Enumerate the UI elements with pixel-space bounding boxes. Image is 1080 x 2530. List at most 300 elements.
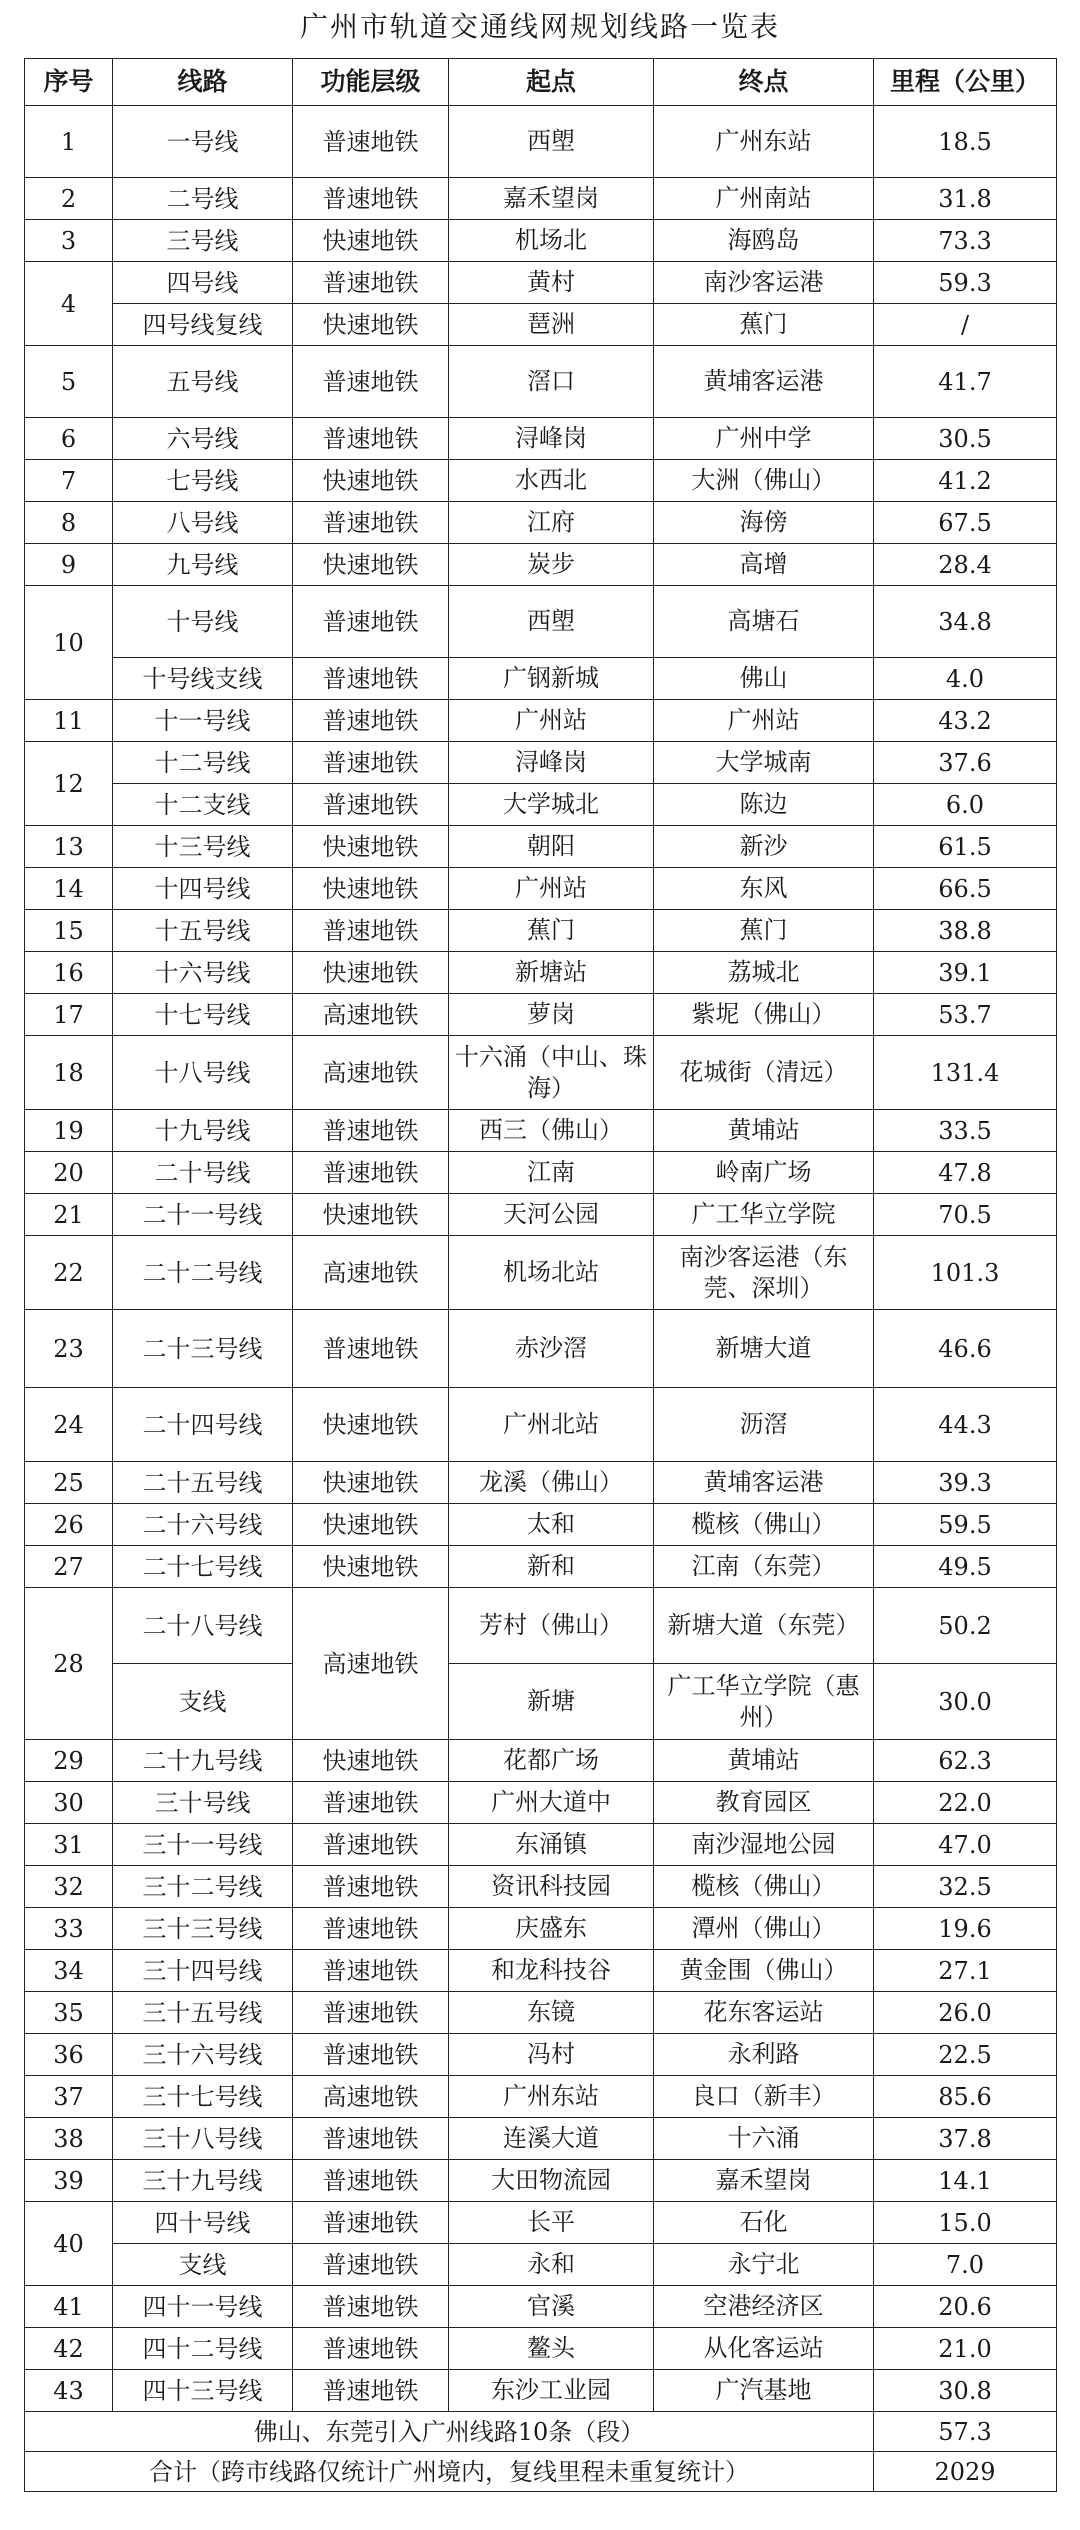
mileage: 62.3 — [874, 1740, 1057, 1782]
header-no: 序号 — [25, 59, 113, 106]
end-station: 永宁北 — [654, 2244, 874, 2286]
end-station: 海鸥岛 — [654, 220, 874, 262]
mileage: 41.2 — [874, 460, 1057, 502]
table-row — [25, 784, 1057, 826]
header-line: 线路 — [113, 59, 293, 106]
mileage: 39.1 — [874, 952, 1057, 994]
function-level: 普速地铁 — [293, 910, 449, 952]
start-station: 蕉门 — [449, 910, 654, 952]
function-level: 普速地铁 — [293, 106, 449, 178]
end-station: 良口（新丰） — [654, 2076, 874, 2118]
function-level: 快速地铁 — [293, 1546, 449, 1588]
row-number: 1 — [25, 106, 113, 178]
table-row — [25, 1950, 1057, 1992]
mileage: 21.0 — [874, 2328, 1057, 2370]
function-level: 普速地铁 — [293, 742, 449, 784]
function-level: 普速地铁 — [293, 1866, 449, 1908]
row-number: 23 — [25, 1310, 113, 1388]
function-level: 快速地铁 — [293, 868, 449, 910]
end-station: 南沙客运港（东莞、深圳） — [654, 1236, 874, 1310]
start-station: 机场北站 — [449, 1236, 654, 1310]
table-row — [25, 2160, 1057, 2202]
row-number: 22 — [25, 1236, 113, 1310]
mileage: 22.0 — [874, 1782, 1057, 1824]
start-station: 花都广场 — [449, 1740, 654, 1782]
start-station: 东镜 — [449, 1992, 654, 2034]
header-end: 终点 — [654, 59, 874, 106]
function-level: 快速地铁 — [293, 826, 449, 868]
mileage: 39.3 — [874, 1462, 1057, 1504]
row-number: 13 — [25, 826, 113, 868]
start-station: 炭步 — [449, 544, 654, 586]
row-number: 26 — [25, 1504, 113, 1546]
start-station: 浔峰岗 — [449, 418, 654, 460]
mileage: / — [874, 304, 1057, 346]
table-title: 广州市轨道交通线网规划线路一览表 — [299, 10, 780, 43]
table-row — [25, 1588, 1057, 1664]
mileage: 131.4 — [874, 1036, 1057, 1110]
row-number: 8 — [25, 502, 113, 544]
start-station: 西塱 — [449, 586, 654, 658]
row-number: 30 — [25, 1782, 113, 1824]
table-row — [25, 994, 1057, 1036]
end-station: 教育园区 — [654, 1782, 874, 1824]
line-name: 二十四号线 — [113, 1388, 293, 1462]
end-station: 黄埔客运港 — [654, 1462, 874, 1504]
start-station: 萝岗 — [449, 994, 654, 1036]
line-name: 十九号线 — [113, 1110, 293, 1152]
end-station: 空港经济区 — [654, 2286, 874, 2328]
function-level: 普速地铁 — [293, 262, 449, 304]
table-row — [25, 2286, 1057, 2328]
line-name: 十号线支线 — [113, 658, 293, 700]
mileage: 15.0 — [874, 2202, 1057, 2244]
row-number: 36 — [25, 2034, 113, 2076]
mileage: 30.8 — [874, 2370, 1057, 2412]
mileage: 28.4 — [874, 544, 1057, 586]
function-level: 快速地铁 — [293, 952, 449, 994]
line-name: 四十二号线 — [113, 2328, 293, 2370]
table-row — [25, 2202, 1057, 2244]
mileage: 19.6 — [874, 1908, 1057, 1950]
row-number: 41 — [25, 2286, 113, 2328]
line-name: 四号线复线 — [113, 304, 293, 346]
line-name: 五号线 — [113, 346, 293, 418]
mileage: 14.1 — [874, 2160, 1057, 2202]
row-number: 10 — [25, 586, 113, 700]
function-level: 快速地铁 — [293, 460, 449, 502]
mileage: 22.5 — [874, 2034, 1057, 2076]
mileage: 49.5 — [874, 1546, 1057, 1588]
function-level: 普速地铁 — [293, 1824, 449, 1866]
function-level: 快速地铁 — [293, 220, 449, 262]
function-level: 快速地铁 — [293, 1462, 449, 1504]
mileage: 32.5 — [874, 1866, 1057, 1908]
table-row — [25, 304, 1057, 346]
mileage: 66.5 — [874, 868, 1057, 910]
start-station: 冯村 — [449, 2034, 654, 2076]
end-station: 广工华立学院 — [654, 1194, 874, 1236]
line-name: 三十四号线 — [113, 1950, 293, 1992]
line-name: 三十七号线 — [113, 2076, 293, 2118]
line-name: 二十六号线 — [113, 1504, 293, 1546]
function-level: 高速地铁 — [293, 1588, 449, 1740]
function-level: 普速地铁 — [293, 1310, 449, 1388]
end-station: 佛山 — [654, 658, 874, 700]
line-name: 二十九号线 — [113, 1740, 293, 1782]
start-station: 滘口 — [449, 346, 654, 418]
table-body — [25, 106, 1057, 2492]
row-number: 15 — [25, 910, 113, 952]
function-level: 普速地铁 — [293, 2328, 449, 2370]
end-station: 十六涌 — [654, 2118, 874, 2160]
mileage: 26.0 — [874, 1992, 1057, 2034]
start-station: 鳌头 — [449, 2328, 654, 2370]
end-station: 蕉门 — [654, 910, 874, 952]
start-station: 长平 — [449, 2202, 654, 2244]
line-name: 十三号线 — [113, 826, 293, 868]
row-number: 35 — [25, 1992, 113, 2034]
end-station: 广州南站 — [654, 178, 874, 220]
row-number: 29 — [25, 1740, 113, 1782]
line-name: 三十六号线 — [113, 2034, 293, 2076]
end-station: 花东客运站 — [654, 1992, 874, 2034]
line-name: 十四号线 — [113, 868, 293, 910]
line-name: 三十号线 — [113, 1782, 293, 1824]
start-station: 大学城北 — [449, 784, 654, 826]
row-number: 33 — [25, 1908, 113, 1950]
line-name: 十八号线 — [113, 1036, 293, 1110]
table-row — [25, 544, 1057, 586]
mileage: 34.8 — [874, 586, 1057, 658]
mileage: 7.0 — [874, 2244, 1057, 2286]
function-level: 普速地铁 — [293, 502, 449, 544]
start-station: 和龙科技谷 — [449, 1950, 654, 1992]
end-station: 蕉门 — [654, 304, 874, 346]
start-station: 天河公园 — [449, 1194, 654, 1236]
end-station: 高塘石 — [654, 586, 874, 658]
metro-lines-table — [24, 58, 1057, 2492]
start-station: 琶洲 — [449, 304, 654, 346]
start-station: 官溪 — [449, 2286, 654, 2328]
function-level: 快速地铁 — [293, 1388, 449, 1462]
end-station: 南沙客运港 — [654, 262, 874, 304]
row-number: 2 — [25, 178, 113, 220]
table-row — [25, 1782, 1057, 1824]
function-level: 普速地铁 — [293, 586, 449, 658]
table-row — [25, 952, 1057, 994]
end-station: 广工华立学院（惠州） — [654, 1664, 874, 1740]
line-name: 三十三号线 — [113, 1908, 293, 1950]
table-row — [25, 1236, 1057, 1310]
line-name: 一号线 — [113, 106, 293, 178]
header-level: 功能层级 — [293, 59, 449, 106]
function-level: 高速地铁 — [293, 1036, 449, 1110]
end-station: 广州东站 — [654, 106, 874, 178]
mileage: 85.6 — [874, 2076, 1057, 2118]
mileage: 59.3 — [874, 262, 1057, 304]
line-name: 十二支线 — [113, 784, 293, 826]
function-level: 快速地铁 — [293, 304, 449, 346]
row-number: 3 — [25, 220, 113, 262]
row-number: 9 — [25, 544, 113, 586]
end-station: 沥滘 — [654, 1388, 874, 1462]
start-station: 广州大道中 — [449, 1782, 654, 1824]
start-station: 江南 — [449, 1152, 654, 1194]
mileage: 61.5 — [874, 826, 1057, 868]
row-number: 43 — [25, 2370, 113, 2412]
table-row — [25, 1036, 1057, 1110]
start-station: 龙溪（佛山） — [449, 1462, 654, 1504]
start-station: 大田物流园 — [449, 2160, 654, 2202]
line-name: 二十八号线 — [113, 1588, 293, 1664]
header-km: 里程（公里） — [874, 59, 1057, 106]
header-row — [25, 59, 1057, 106]
end-station: 嘉禾望岗 — [654, 2160, 874, 2202]
function-level: 快速地铁 — [293, 1194, 449, 1236]
line-name: 十二号线 — [113, 742, 293, 784]
table-row — [25, 1908, 1057, 1950]
table-row — [25, 2118, 1057, 2160]
start-station: 朝阳 — [449, 826, 654, 868]
end-station: 大学城南 — [654, 742, 874, 784]
start-station: 西三（佛山） — [449, 1110, 654, 1152]
start-station: 广州北站 — [449, 1388, 654, 1462]
end-station: 榄核（佛山） — [654, 1504, 874, 1546]
table-row — [25, 2034, 1057, 2076]
row-number: 5 — [25, 346, 113, 418]
end-station: 高增 — [654, 544, 874, 586]
end-station: 大洲（佛山） — [654, 460, 874, 502]
table-row — [25, 1504, 1057, 1546]
table-row — [25, 1992, 1057, 2034]
start-station: 黄村 — [449, 262, 654, 304]
footer-row — [25, 2412, 1057, 2452]
table-row — [25, 1462, 1057, 1504]
function-level: 普速地铁 — [293, 1908, 449, 1950]
end-station: 岭南广场 — [654, 1152, 874, 1194]
mileage: 47.8 — [874, 1152, 1057, 1194]
row-number: 34 — [25, 1950, 113, 1992]
table-row — [25, 1664, 1057, 1740]
mileage: 30.0 — [874, 1664, 1057, 1740]
end-station: 陈边 — [654, 784, 874, 826]
start-station: 赤沙滘 — [449, 1310, 654, 1388]
end-station: 江南（东莞） — [654, 1546, 874, 1588]
line-name: 四号线 — [113, 262, 293, 304]
table-row — [25, 1546, 1057, 1588]
function-level: 高速地铁 — [293, 1236, 449, 1310]
mileage: 38.8 — [874, 910, 1057, 952]
footer-row — [25, 2452, 1057, 2492]
line-name: 三十八号线 — [113, 2118, 293, 2160]
row-number: 37 — [25, 2076, 113, 2118]
table-row — [25, 2076, 1057, 2118]
end-station: 海傍 — [654, 502, 874, 544]
row-number: 6 — [25, 418, 113, 460]
line-name: 二号线 — [113, 178, 293, 220]
mileage: 44.3 — [874, 1388, 1057, 1462]
end-station: 榄核（佛山） — [654, 1866, 874, 1908]
line-name: 二十号线 — [113, 1152, 293, 1194]
row-number: 31 — [25, 1824, 113, 1866]
line-name: 十七号线 — [113, 994, 293, 1036]
function-level: 普速地铁 — [293, 2370, 449, 2412]
row-number: 16 — [25, 952, 113, 994]
table-row — [25, 1740, 1057, 1782]
end-station: 从化客运站 — [654, 2328, 874, 2370]
start-station: 十六涌（中山、珠海） — [449, 1036, 654, 1110]
function-level: 快速地铁 — [293, 1740, 449, 1782]
end-station: 黄金围（佛山） — [654, 1950, 874, 1992]
row-number: 42 — [25, 2328, 113, 2370]
row-number: 25 — [25, 1462, 113, 1504]
footer-mileage: 57.3 — [874, 2412, 1057, 2452]
function-level: 普速地铁 — [293, 346, 449, 418]
table-row — [25, 460, 1057, 502]
start-station: 芳村（佛山） — [449, 1588, 654, 1664]
mileage: 53.7 — [874, 994, 1057, 1036]
line-name: 十号线 — [113, 586, 293, 658]
mileage: 67.5 — [874, 502, 1057, 544]
mileage: 37.6 — [874, 742, 1057, 784]
function-level: 普速地铁 — [293, 178, 449, 220]
table-row — [25, 1152, 1057, 1194]
end-station: 荔城北 — [654, 952, 874, 994]
table-row — [25, 658, 1057, 700]
mileage: 41.7 — [874, 346, 1057, 418]
row-number: 14 — [25, 868, 113, 910]
function-level: 普速地铁 — [293, 1110, 449, 1152]
mileage: 59.5 — [874, 1504, 1057, 1546]
function-level: 普速地铁 — [293, 784, 449, 826]
line-name: 支线 — [113, 2244, 293, 2286]
function-level: 普速地铁 — [293, 700, 449, 742]
function-level: 普速地铁 — [293, 1152, 449, 1194]
mileage: 70.5 — [874, 1194, 1057, 1236]
function-level: 普速地铁 — [293, 2160, 449, 2202]
table-row — [25, 2370, 1057, 2412]
function-level: 普速地铁 — [293, 2118, 449, 2160]
line-name: 三十一号线 — [113, 1824, 293, 1866]
mileage: 101.3 — [874, 1236, 1057, 1310]
line-name: 四十号线 — [113, 2202, 293, 2244]
table-row — [25, 178, 1057, 220]
mileage: 73.3 — [874, 220, 1057, 262]
row-number: 38 — [25, 2118, 113, 2160]
start-station: 庆盛东 — [449, 1908, 654, 1950]
mileage: 33.5 — [874, 1110, 1057, 1152]
table-row — [25, 502, 1057, 544]
start-station: 新塘 — [449, 1664, 654, 1740]
start-station: 资讯科技园 — [449, 1866, 654, 1908]
row-number: 32 — [25, 1866, 113, 1908]
start-station: 广钢新城 — [449, 658, 654, 700]
start-station: 新塘站 — [449, 952, 654, 994]
table-row — [25, 1824, 1057, 1866]
table-row — [25, 1194, 1057, 1236]
line-name: 六号线 — [113, 418, 293, 460]
line-name: 三十二号线 — [113, 1866, 293, 1908]
line-name: 七号线 — [113, 460, 293, 502]
line-name: 二十二号线 — [113, 1236, 293, 1310]
mileage: 20.6 — [874, 2286, 1057, 2328]
line-name: 二十三号线 — [113, 1310, 293, 1388]
end-station: 广州站 — [654, 700, 874, 742]
start-station: 东涌镇 — [449, 1824, 654, 1866]
line-name: 四十一号线 — [113, 2286, 293, 2328]
line-name: 二十五号线 — [113, 1462, 293, 1504]
end-station: 东风 — [654, 868, 874, 910]
end-station: 花城街（清远） — [654, 1036, 874, 1110]
mileage: 18.5 — [874, 106, 1057, 178]
start-station: 广州站 — [449, 868, 654, 910]
end-station: 南沙湿地公园 — [654, 1824, 874, 1866]
table-row — [25, 106, 1057, 178]
table-row — [25, 586, 1057, 658]
row-number: 11 — [25, 700, 113, 742]
row-number: 12 — [25, 742, 113, 826]
mileage: 37.8 — [874, 2118, 1057, 2160]
start-station: 太和 — [449, 1504, 654, 1546]
start-station: 广州东站 — [449, 2076, 654, 2118]
start-station: 连溪大道 — [449, 2118, 654, 2160]
mileage: 30.5 — [874, 418, 1057, 460]
start-station: 西塱 — [449, 106, 654, 178]
table-row — [25, 2328, 1057, 2370]
end-station: 新沙 — [654, 826, 874, 868]
function-level: 普速地铁 — [293, 1782, 449, 1824]
footer-label: 合计（跨市线路仅统计广州境内，复线里程未重复统计） — [25, 2452, 874, 2492]
function-level: 快速地铁 — [293, 544, 449, 586]
start-station: 水西北 — [449, 460, 654, 502]
mileage: 47.0 — [874, 1824, 1057, 1866]
function-level: 快速地铁 — [293, 1504, 449, 1546]
end-station: 广汽基地 — [654, 2370, 874, 2412]
table-row — [25, 742, 1057, 784]
row-number: 27 — [25, 1546, 113, 1588]
line-name: 三十九号线 — [113, 2160, 293, 2202]
row-number: 19 — [25, 1110, 113, 1152]
end-station: 潭州（佛山） — [654, 1908, 874, 1950]
function-level: 普速地铁 — [293, 2244, 449, 2286]
table-row — [25, 1388, 1057, 1462]
end-station: 广州中学 — [654, 418, 874, 460]
table-row — [25, 346, 1057, 418]
mileage: 6.0 — [874, 784, 1057, 826]
line-name: 三十五号线 — [113, 1992, 293, 2034]
line-name: 三号线 — [113, 220, 293, 262]
line-name: 十一号线 — [113, 700, 293, 742]
table-row — [25, 2244, 1057, 2286]
end-station: 新塘大道 — [654, 1310, 874, 1388]
line-name: 九号线 — [113, 544, 293, 586]
row-number: 24 — [25, 1388, 113, 1462]
function-level: 普速地铁 — [293, 2034, 449, 2076]
row-number: 21 — [25, 1194, 113, 1236]
mileage: 4.0 — [874, 658, 1057, 700]
row-number: 7 — [25, 460, 113, 502]
table-row — [25, 418, 1057, 460]
line-name: 十五号线 — [113, 910, 293, 952]
start-station: 东沙工业园 — [449, 2370, 654, 2412]
row-number: 17 — [25, 994, 113, 1036]
line-name: 支线 — [113, 1664, 293, 1740]
end-station: 黄埔站 — [654, 1740, 874, 1782]
start-station: 浔峰岗 — [449, 742, 654, 784]
line-name: 二十七号线 — [113, 1546, 293, 1588]
line-name: 八号线 — [113, 502, 293, 544]
